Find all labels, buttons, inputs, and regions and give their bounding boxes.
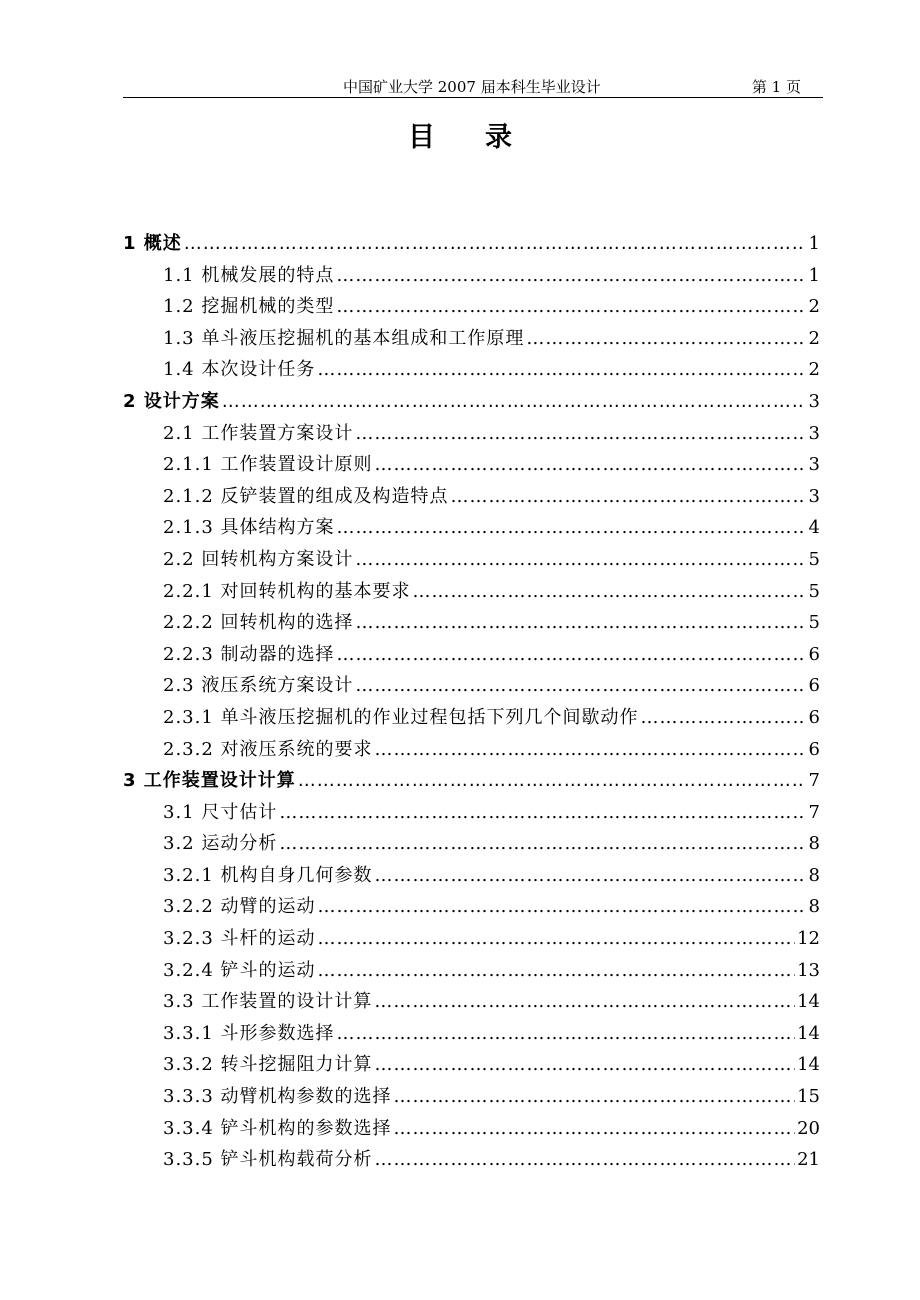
toc-leader-dots	[355, 670, 804, 702]
toc-entry-page-number: 3	[808, 422, 820, 444]
toc-leader-dots	[279, 828, 804, 860]
toc-entry-label: 3.2.2 动臂的运动	[163, 896, 316, 918]
toc-entry-page-number: 3	[808, 454, 820, 476]
toc-entry-page-number: 4	[808, 517, 820, 539]
toc-entry-page-number: 1	[808, 264, 820, 286]
toc-leader-dots	[526, 323, 804, 355]
toc-section-entry[interactable]	[123, 291, 820, 323]
toc-section-entry[interactable]	[123, 734, 820, 766]
toc-entry-label: 2.2.1 对回转机构的基本要求	[163, 580, 411, 602]
toc-entry-page-number: 14	[797, 1054, 820, 1076]
toc-leader-dots	[337, 512, 804, 544]
toc-leader-dots	[337, 1018, 796, 1050]
toc-entry-label: 1.4 本次设计任务	[163, 359, 316, 381]
toc-leader-dots	[356, 607, 804, 639]
document-title: 目录	[408, 122, 562, 153]
toc-entry-label: 1.1 机械发展的特点	[163, 264, 335, 286]
toc-entry-label: 2.1.1 工作装置设计原则	[163, 454, 373, 476]
toc-entry-label: 1.2 挖掘机械的类型	[163, 296, 335, 318]
toc-section-entry[interactable]	[123, 323, 820, 355]
toc-leader-dots	[375, 734, 804, 766]
toc-entry-label: 2.3.1 单斗液压挖掘机的作业过程包括下列几个间歇动作	[163, 706, 639, 728]
toc-entry-label: 2.2.3 制动器的选择	[163, 643, 335, 665]
toc-entry-page-number: 8	[808, 833, 820, 855]
toc-entry-label: 1.3 单斗液压挖掘机的基本组成和工作原理	[163, 327, 525, 349]
toc-entry-page-number: 6	[808, 706, 820, 728]
toc-section-entry[interactable]	[123, 639, 820, 671]
toc-section-entry[interactable]	[123, 260, 820, 292]
toc-leader-dots	[298, 765, 804, 797]
toc-entry-page-number: 7	[808, 801, 820, 823]
page-header	[123, 70, 823, 98]
table-of-contents	[123, 228, 820, 1176]
toc-section-entry[interactable]	[123, 828, 820, 860]
toc-leader-dots	[451, 481, 804, 513]
toc-section-entry[interactable]	[123, 670, 820, 702]
toc-entry-page-number: 2	[808, 296, 820, 318]
toc-entry-label: 3.2.1 机构自身几何参数	[163, 864, 373, 886]
toc-entry-label: 3.3.3 动臂机构参数的选择	[163, 1086, 392, 1108]
toc-chapter-entry[interactable]	[123, 386, 820, 418]
toc-entry-page-number: 2	[808, 327, 820, 349]
toc-section-entry[interactable]	[123, 418, 820, 450]
toc-entry-label: 1 概述	[123, 233, 182, 254]
toc-section-entry[interactable]	[123, 986, 820, 1018]
toc-entry-page-number: 13	[797, 959, 820, 981]
toc-entry-label: 3.1 尺寸估计	[163, 801, 278, 823]
toc-leader-dots	[413, 576, 804, 608]
toc-entry-page-number: 8	[808, 864, 820, 886]
toc-entry-label: 3.3.5 铲斗机构载荷分析	[163, 1149, 373, 1171]
toc-leader-dots	[374, 986, 795, 1018]
toc-section-entry[interactable]	[123, 702, 820, 734]
toc-section-entry[interactable]	[123, 1049, 820, 1081]
toc-entry-label: 2.2 回转机构方案设计	[163, 548, 354, 570]
toc-leader-dots	[318, 891, 804, 923]
toc-entry-label: 3.3.1 斗形参数选择	[163, 1022, 335, 1044]
toc-entry-label: 2.2.2 回转机构的选择	[163, 612, 354, 634]
toc-entry-label: 3.3.2 转斗挖掘阻力计算	[163, 1054, 373, 1076]
toc-entry-page-number: 12	[797, 928, 820, 950]
toc-entry-page-number: 3	[808, 485, 820, 507]
toc-entry-label: 3.2.4 铲斗的运动	[163, 959, 316, 981]
toc-section-entry[interactable]	[123, 1018, 820, 1050]
toc-leader-dots	[279, 797, 804, 829]
toc-leader-dots	[222, 386, 804, 418]
toc-entry-label: 2.1.3 具体结构方案	[163, 517, 335, 539]
toc-leader-dots	[337, 639, 804, 671]
toc-entry-label: 2.1 工作装置方案设计	[163, 422, 354, 444]
toc-entry-page-number: 5	[808, 580, 820, 602]
toc-chapter-entry[interactable]	[123, 228, 820, 260]
toc-leader-dots	[336, 291, 804, 323]
toc-section-entry[interactable]	[123, 891, 820, 923]
toc-entry-page-number: 14	[797, 991, 820, 1013]
toc-entry-page-number: 6	[808, 675, 820, 697]
toc-entry-label: 2 设计方案	[123, 390, 220, 412]
toc-leader-dots	[375, 449, 804, 481]
toc-section-entry[interactable]	[123, 955, 820, 987]
toc-leader-dots	[355, 418, 804, 450]
toc-leader-dots	[318, 955, 796, 987]
toc-leader-dots	[641, 702, 804, 734]
toc-entry-page-number: 3	[808, 390, 820, 412]
toc-section-entry[interactable]	[123, 449, 820, 481]
toc-entry-label: 3.3.4 铲斗机构的参数选择	[163, 1117, 392, 1139]
toc-section-entry[interactable]	[123, 1144, 820, 1176]
toc-leader-dots	[355, 544, 804, 576]
toc-leader-dots	[375, 860, 804, 892]
toc-entry-page-number: 7	[808, 770, 820, 792]
toc-entry-page-number: 15	[797, 1086, 820, 1108]
toc-leader-dots	[318, 923, 796, 955]
toc-entry-label: 3.2.3 斗杆的运动	[163, 928, 316, 950]
toc-entry-page-number: 5	[808, 612, 820, 634]
toc-leader-dots	[184, 228, 804, 260]
toc-section-entry[interactable]	[123, 1081, 820, 1113]
toc-section-entry[interactable]	[123, 1113, 820, 1145]
toc-section-entry[interactable]	[123, 576, 820, 608]
toc-entry-page-number: 8	[808, 896, 820, 918]
toc-section-entry[interactable]	[123, 923, 820, 955]
toc-entry-label: 3.3 工作装置的设计计算	[163, 991, 373, 1013]
toc-section-entry[interactable]	[123, 860, 820, 892]
toc-entry-page-number: 6	[808, 643, 820, 665]
header-title: 中国矿业大学 2007 届本科生毕业设计	[343, 78, 601, 96]
toc-entry-page-number: 14	[797, 1022, 820, 1044]
toc-leader-dots	[394, 1081, 796, 1113]
toc-leader-dots	[317, 354, 804, 386]
toc-entry-page-number: 1	[808, 233, 820, 254]
toc-entry-label: 2.3 液压系统方案设计	[163, 675, 354, 697]
toc-section-entry[interactable]	[123, 607, 820, 639]
toc-entry-page-number: 5	[808, 548, 820, 570]
toc-leader-dots	[336, 260, 804, 292]
header-page-number: 第 1 页	[751, 78, 801, 96]
toc-entry-label: 3.2 运动分析	[163, 833, 278, 855]
toc-leader-dots	[394, 1113, 796, 1145]
toc-chapter-entry[interactable]	[123, 765, 820, 797]
toc-entry-label: 2.3.2 对液压系统的要求	[163, 738, 373, 760]
toc-section-entry[interactable]	[123, 544, 820, 576]
toc-entry-page-number: 20	[797, 1117, 820, 1139]
toc-section-entry[interactable]	[123, 797, 820, 829]
toc-leader-dots	[375, 1144, 796, 1176]
toc-entry-label: 2.1.2 反铲装置的组成及构造特点	[163, 485, 449, 507]
toc-leader-dots	[375, 1049, 796, 1081]
toc-entry-label: 3 工作装置设计计算	[123, 770, 296, 792]
toc-section-entry[interactable]	[123, 481, 820, 513]
toc-section-entry[interactable]	[123, 512, 820, 544]
header-rule	[123, 97, 823, 98]
toc-section-entry[interactable]	[123, 354, 820, 386]
toc-entry-page-number: 2	[808, 359, 820, 381]
toc-entry-page-number: 21	[797, 1149, 820, 1171]
toc-entry-page-number: 6	[808, 738, 820, 760]
